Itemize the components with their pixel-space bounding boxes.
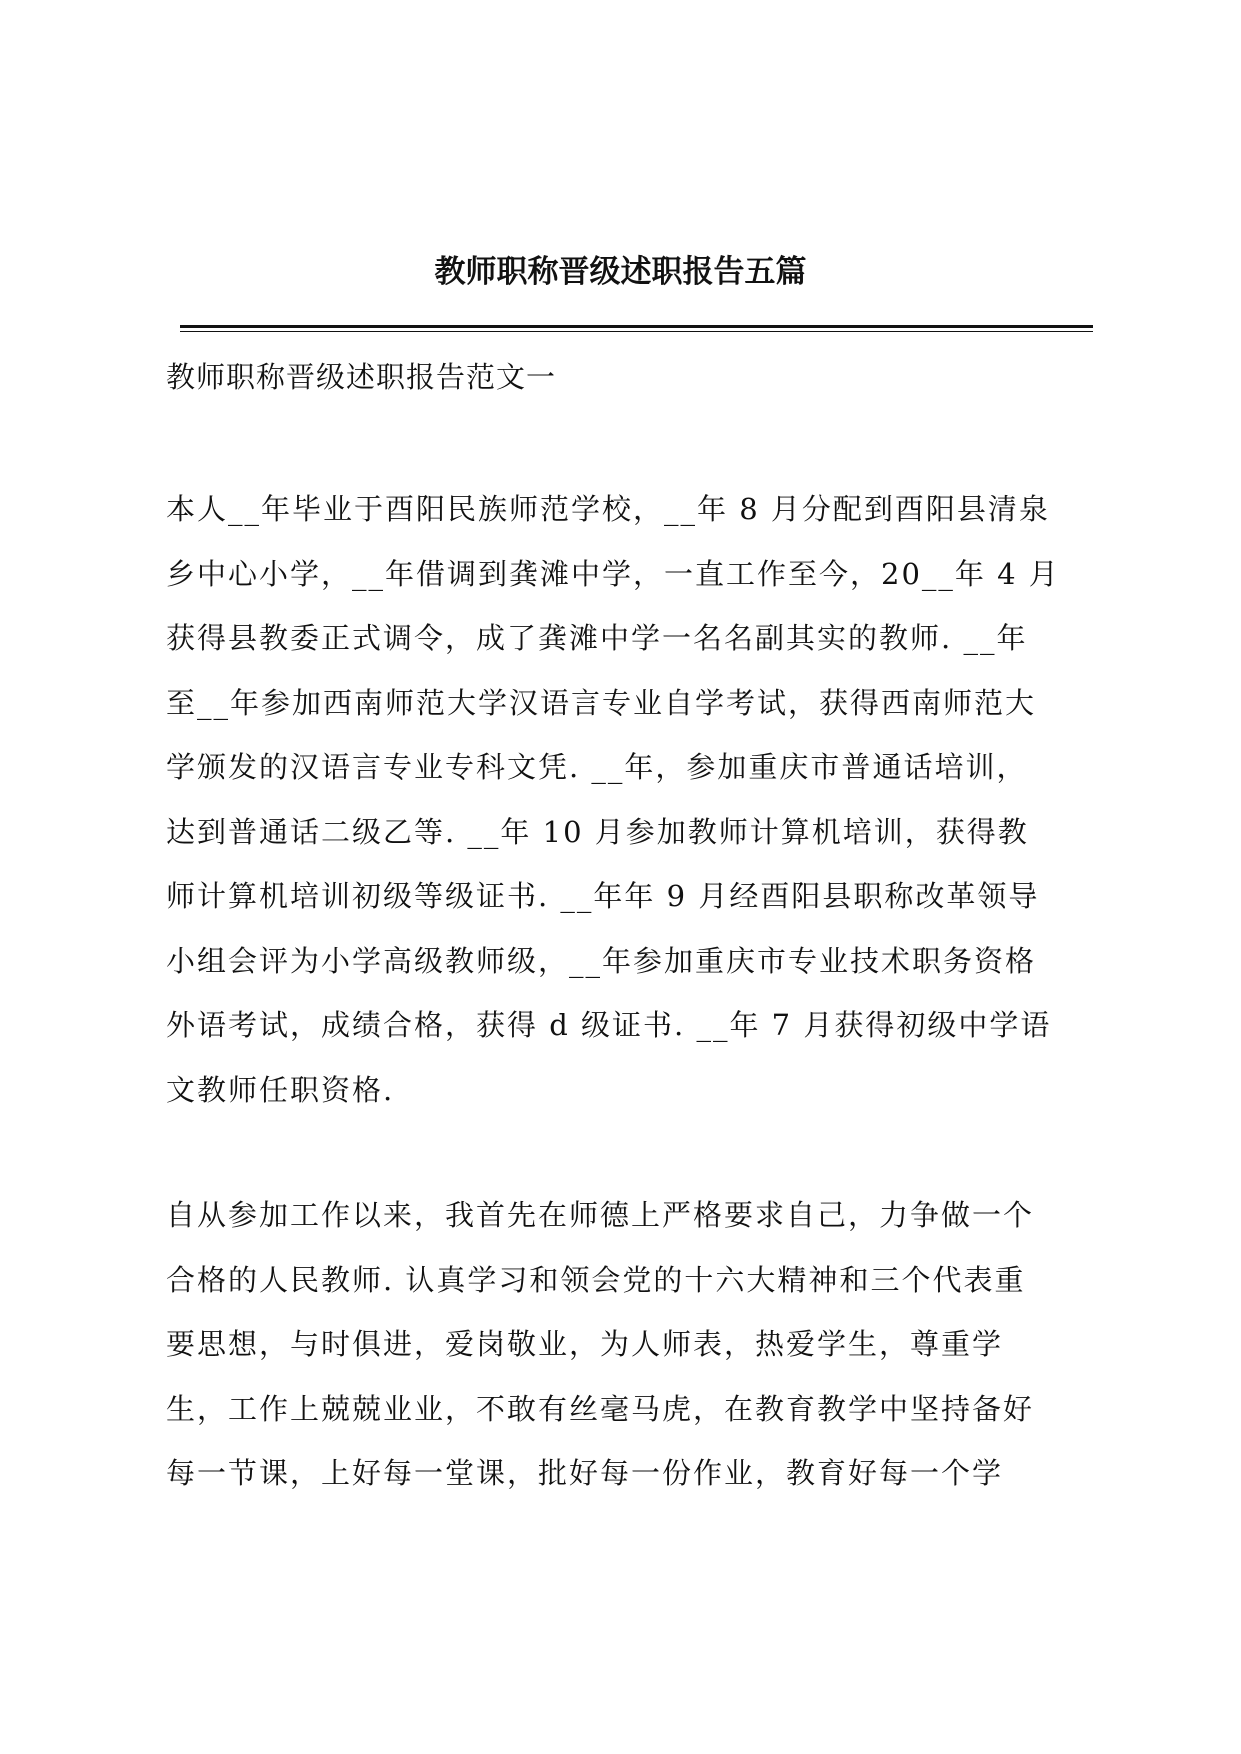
paragraph-line: 合格的人民教师. 认真学习和领会党的十六大精神和三个代表重 bbox=[166, 1262, 1026, 1297]
paragraph-line: 外语考试，成绩合格，获得 d 级证书. __年 7 月获得初级中学语 bbox=[166, 1008, 1052, 1042]
paragraph-line: 师计算机培训初级等级证书. __年年 9 月经酉阳县职称改革领导 bbox=[166, 879, 1040, 913]
paragraph-line: 每一节课，上好每一堂课，批好每一份作业，教育好每一个学 bbox=[166, 1456, 1004, 1490]
paragraph-line: 文教师任职资格. bbox=[166, 1072, 395, 1107]
title-divider-thin bbox=[180, 331, 1093, 332]
paragraph-1 bbox=[166, 489, 1096, 1134]
title-divider-thick bbox=[180, 325, 1093, 328]
paragraph-line: 生，工作上兢兢业业，不敢有丝毫马虎，在教育教学中坚持备好 bbox=[166, 1391, 1035, 1426]
paragraph-line: 达到普通话二级乙等. __年 10 月参加教师计算机培训，获得教 bbox=[166, 814, 1029, 849]
paragraph-line: 乡中心小学，__年借调到龚滩中学，一直工作至今，20__年 4 月 bbox=[166, 556, 1060, 591]
paragraph-line: 本人__年毕业于酉阳民族师范学校，__年 8 月分配到酉阳县清泉 bbox=[166, 492, 1050, 526]
paragraph-line: 获得县教委正式调令，成了龚滩中学一名名副其实的教师. __年 bbox=[166, 621, 1028, 655]
section-heading: 教师职称晋级述职报告范文一 bbox=[166, 360, 557, 394]
paragraph-line: 要思想，与时俱进，爱岗敬业，为人师表，热爱学生，尊重学 bbox=[166, 1327, 1004, 1361]
document-title: 教师职称晋级述职报告五篇 bbox=[434, 254, 807, 290]
paragraph-line: 至__年参加西南师范大学汉语言专业自学考试，获得西南师范大 bbox=[166, 685, 1037, 720]
paragraph-line: 小组会评为小学高级教师级，__年参加重庆市专业技术职务资格 bbox=[166, 943, 1037, 978]
paragraph-2 bbox=[166, 1195, 1096, 1518]
paragraph-line: 自从参加工作以来，我首先在师德上严格要求自己，力争做一个 bbox=[166, 1198, 1035, 1232]
paragraph-line: 学颁发的汉语言专业专科文凭. __年，参加重庆市普通话培训， bbox=[166, 750, 1028, 784]
